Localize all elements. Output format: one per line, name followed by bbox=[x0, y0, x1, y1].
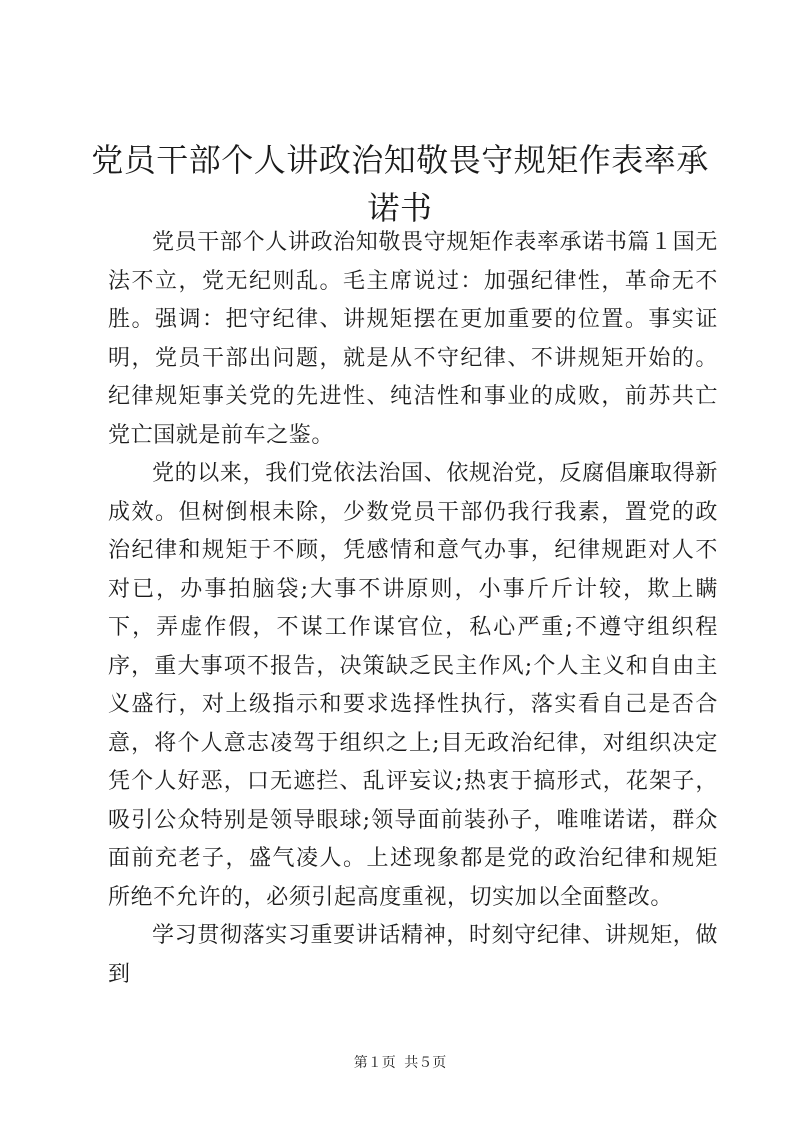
document-body bbox=[108, 224, 718, 994]
page-number: 第１页 bbox=[353, 1055, 396, 1071]
paragraph-3: 学习贯彻落实习重要讲话精神，时刻守纪律、讲规矩，做到 bbox=[108, 923, 718, 987]
page-footer bbox=[0, 1052, 800, 1072]
document-title: 党员干部个人讲政治知敬畏守规矩作表率承诺书 bbox=[91, 141, 709, 227]
paragraph-2: 党的以来，我们党依法治国、依规治党，反腐倡廉取得新成效。但树倒根未除，少数党员干部仍我行我素，置党的政治纪律和规矩于不顾，凭感情和意气办事，纪律规距对人不对已，办事拍脑袋;大事不讲原则，小事斤斤计较，欺上瞒下，弄虚作假，不谋工作谋官位，私心严重;不遵守组织程序，重大事项不报告，决策缺乏民主作风;个人主义和自由主义盛行，对上级指示和要求选择性执行，落实看自己是否合意，将个人意志凌驾于组织之上;目无政治纪律，对组织决定凭个人好恶，口无遮拦、乱评妄议;热衷于搞形式，花架子，吸引公众特别是领导眼球;领导面前装孙子，唯唯诺诺，群众面前充老子，盛气凌人。上述现象都是党的政治纪律和规矩所绝不允许的，必须引起高度重视，切实加以全面整改。 bbox=[108, 461, 718, 910]
paragraph-1: 党员干部个人讲政治知敬畏守规矩作表率承诺书篇１国无法不立，党无纪则乱。毛主席说过：加强纪律性，革命无不胜。强调：把守纪律、讲规矩摆在更加重要的位置。事实证明，党员干部出问题，就是从不守纪律、不讲规矩开始的。纪律规矩事关党的先进性、纯洁性和事业的成败，前苏共亡党亡国就是前车之鉴。 bbox=[108, 230, 718, 448]
page-total: 共５页 bbox=[404, 1055, 447, 1071]
